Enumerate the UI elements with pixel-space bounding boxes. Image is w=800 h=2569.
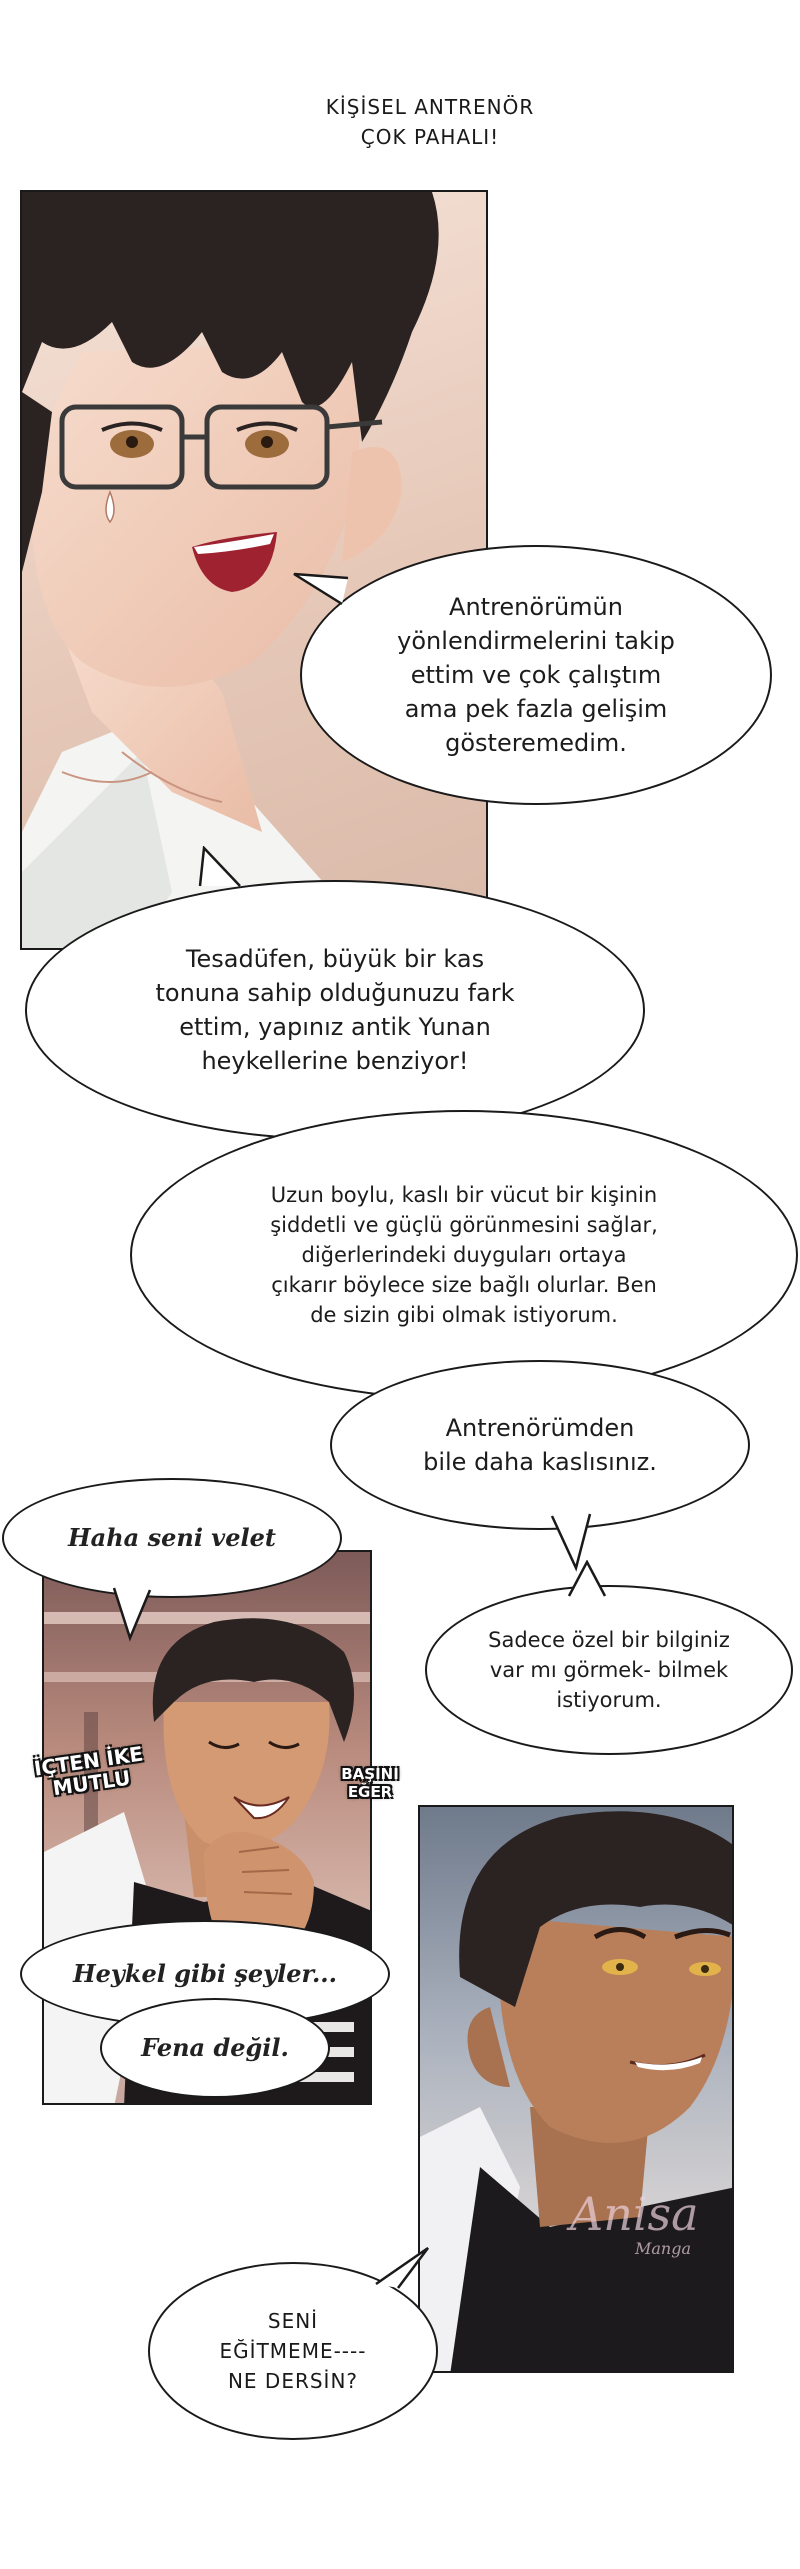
speech-text-5: Haha seni velet bbox=[68, 1523, 276, 1552]
speech-bubble-4 bbox=[330, 1360, 750, 1530]
speech-text-4: Antrenörümden bile daha kaslısınız. bbox=[423, 1414, 657, 1476]
speech-bubble-8 bbox=[100, 1998, 330, 2098]
watermark-sub: Manga bbox=[635, 2239, 692, 2258]
bubble-5-tail bbox=[110, 1586, 160, 1646]
sfx-happy: İÇTEN İKE MUTLU bbox=[32, 1741, 145, 1801]
bubble-2-tail bbox=[190, 846, 250, 896]
watermark-script: Anisa bbox=[570, 2187, 699, 2241]
sfx-nod: BAŞINI EĞER bbox=[341, 1765, 399, 1801]
bubble-6-tail bbox=[563, 1560, 613, 1600]
speech-text-2: Tesadüfen, büyük bir kas tonuna sahip olduğunuzu fark ettim, yapınız antik Yunan heykellerine benziyor! bbox=[155, 945, 515, 1075]
bubble-1-tail bbox=[290, 560, 350, 610]
speech-bubble-1 bbox=[300, 545, 772, 805]
speech-text-1: Antrenörümün yönlendirmelerini takip ettim ve çok çalıştım ama pek fazla gelişim gösteremedim. bbox=[397, 593, 675, 757]
speech-text-3: Uzun boylu, kaslı bir vücut bir kişinin şiddetli ve güçlü görünmesini sağlar, diğerlerindeki duyguları ortaya çıkarır böylece size bağlı olurlar. Ben de sizin gibi olmak istiyorum. bbox=[270, 1183, 658, 1327]
speech-text-8: Fena değil. bbox=[141, 2033, 289, 2062]
speech-text-9: SENİ EĞİTMEME---- NE DERSİN? bbox=[219, 2309, 367, 2393]
speech-text-7: Heykel gibi şeyler... bbox=[72, 1959, 338, 1988]
panel-golden-eyes-man bbox=[418, 1805, 734, 2373]
golden-eyes-man-art bbox=[420, 1807, 734, 2373]
speech-bubble-3 bbox=[130, 1110, 798, 1400]
speech-bubble-5 bbox=[2, 1478, 342, 1598]
speech-bubble-2 bbox=[25, 880, 645, 1140]
bubble-9-tail bbox=[372, 2244, 432, 2294]
speech-bubble-6 bbox=[425, 1585, 793, 1755]
speech-text-6: Sadece özel bir bilginiz var mı görmek- bilmek istiyorum. bbox=[488, 1628, 730, 1712]
top-caption: KİŞİSEL ANTRENÖR ÇOK PAHALI! bbox=[325, 95, 535, 149]
